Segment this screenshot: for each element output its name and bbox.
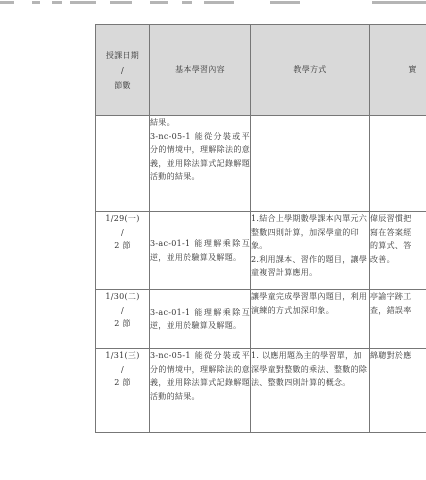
method-cell — [251, 116, 370, 212]
date-cell: 1/29(一) / 2 節 — [96, 212, 150, 290]
practice-cell: 亭諭字跡工 查，錯誤率 — [370, 290, 426, 349]
method-cell: 讓學童完成學習單內題目，利用演練的方式加深印象。 — [251, 290, 370, 349]
practice-cell: 偉辰習慣把 寫在答案經 的算式、答 改善。 — [370, 212, 426, 290]
header-teaching-method: 教學方式 — [251, 25, 370, 116]
date-cell: 1/31(三) / 2 節 — [96, 349, 150, 433]
header-date-sessions: 授課日期 / 節數 — [96, 25, 150, 116]
method-cell: 1.結合上學期數學課本內單元六整數四則計算，加深學童的印象。 2.利用課本、習作的題目，讓學童複習計算應用。 — [251, 212, 370, 290]
header-row — [96, 25, 426, 116]
page-top-rule — [0, 0, 426, 6]
method-cell: 1. 以應用題為主的學習單，加深學童對整數的乘法、整數的除法、整數四則計算的概念。 — [251, 349, 370, 433]
content-cell: 結果。 3-nc-05-1 能從分裝或平分的情境中，理解除法的意義，並用除法算式記錄解題活動的結果。 — [150, 116, 251, 212]
practice-cell: 綿聰對於應 — [370, 349, 426, 433]
table-row — [96, 116, 426, 212]
table-row — [96, 290, 426, 349]
header-basic-content: 基本學習內容 — [150, 25, 251, 116]
content-cell: 3-ac-01-1 能理解乘除互逆，並用於驗算及解題。 — [150, 290, 251, 349]
content-cell: 3-ac-01-1 能理解乘除互逆，並用於驗算及解題。 — [150, 212, 251, 290]
date-cell: 1/30(二) / 2 節 — [96, 290, 150, 349]
header-practice: 實 — [370, 25, 426, 116]
lesson-schedule-table — [95, 24, 426, 433]
date-cell — [96, 116, 150, 212]
practice-cell — [370, 116, 426, 212]
content-cell: 3-nc-05-1 能從分裝或平分的情境中，理解除法的意義，並用除法算式記錄解題活動的結果。 — [150, 349, 251, 433]
table-row — [96, 212, 426, 290]
table-row — [96, 349, 426, 433]
